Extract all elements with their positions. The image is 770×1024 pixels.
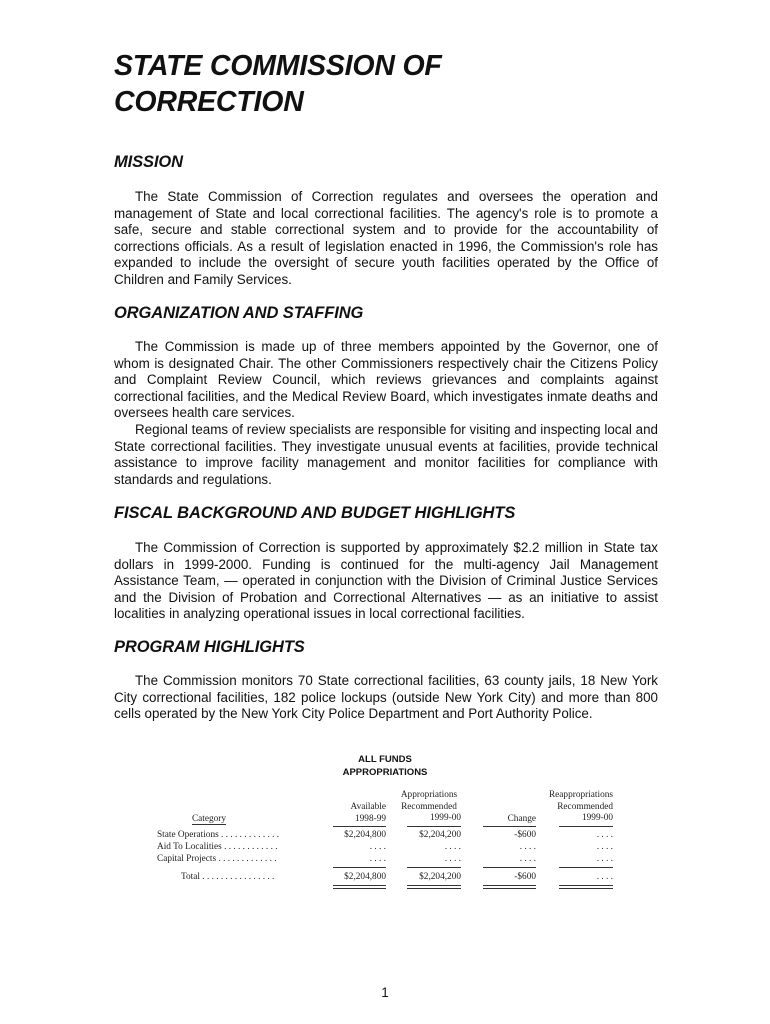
page-title: [114, 48, 654, 120]
total-double-rule-change: [483, 885, 536, 889]
program-paragraph: The Commission monitors 70 State correctional facilities, 63 county jails, 18 New York City correctional facilities, 182 police lockups (outside New York City) and more than 800 cells operated by the New York City Police Department and Port Authority Police.: [114, 673, 658, 722]
cell-reapprop: . . . .: [596, 854, 613, 864]
fiscal-heading: FISCAL BACKGROUND AND BUDGET HIGHLIGHTS: [114, 504, 516, 522]
organization-paragraph-1: The Commission is made up of three members appointed by the Governor, one of whom is designated Chair. The other Commissioners respectively chair the Citizens Policy and Complaint Review Council, which reviews grievances and complaints against correctional facilities, and the Medical Review Board, which investigates inmate deaths and oversees health care services.: [114, 339, 658, 421]
organization-heading: ORGANIZATION AND STAFFING: [114, 304, 364, 322]
total-recommended: $2,204,200: [419, 872, 461, 882]
row-label: Capital Projects . . . . . . . . . . . . .: [157, 854, 277, 864]
header-rule-change: [483, 826, 536, 827]
total-available: $2,204,800: [344, 872, 386, 882]
cell-change: . . . .: [519, 854, 536, 864]
program-heading: PROGRAM HIGHLIGHTS: [114, 638, 305, 656]
mission-paragraph: The State Commission of Correction regulates and oversees the operation and management of State and local correctional facilities. The agency's role is to promote a safe, secure and stable correctional system and to provide for the accountability of corrections officials. As a result of legislation enacted in 1996, the Commission's role has expanded to include the oversight of secure youth facilities operated by the Office of Children and Family Services.: [114, 189, 658, 287]
subtotal-rule-available: [333, 867, 386, 868]
mission-heading: MISSION: [114, 153, 183, 171]
cell-change: -$600: [514, 830, 536, 840]
total-double-rule-recommended: [407, 885, 461, 889]
column-header-appropriations: Appropriations Recommended 1999-00: [400, 790, 461, 823]
subtotal-rule-reapprop: [559, 867, 613, 868]
cell-recommended: . . . .: [444, 842, 461, 852]
table-title: [0, 753, 770, 779]
cell-available: . . . .: [369, 842, 386, 852]
subtotal-rule-change: [483, 867, 536, 868]
column-header-category: Category: [191, 814, 227, 824]
header-rule-reapprop: [559, 826, 613, 827]
title-line-2: CORRECTION: [114, 86, 304, 118]
header-rule-recommended: [407, 826, 461, 827]
row-label: State Operations . . . . . . . . . . . . .: [157, 830, 280, 840]
title-line-1: STATE COMMISSION OF: [114, 50, 442, 82]
total-double-rule-available: [333, 885, 386, 889]
cell-change: . . . .: [519, 842, 536, 852]
row-label: Aid To Localities . . . . . . . . . . . .: [157, 842, 278, 852]
cell-reapprop: . . . .: [596, 830, 613, 840]
total-change: -$600: [514, 872, 536, 882]
cell-available: $2,204,800: [344, 830, 386, 840]
total-label: Total . . . . . . . . . . . . . . . .: [181, 872, 275, 882]
organization-paragraph-2: Regional teams of review specialists are responsible for visiting and inspecting local and State correctional facilities. They investigate unusual events at facilities, provide technical assistance to improve facility management and monitor facilities for compliance with standards and regulations.: [114, 422, 658, 487]
cell-reapprop: . . . .: [596, 842, 613, 852]
column-header-available: Available 1998-99: [350, 802, 386, 824]
cell-recommended: $2,204,200: [419, 830, 461, 840]
page-number: 1: [381, 985, 389, 1000]
column-header-change: Change: [507, 814, 536, 824]
cell-recommended: . . . .: [444, 854, 461, 864]
fiscal-paragraph: The Commission of Correction is supported by approximately $2.2 million in State tax dollars in 1999-2000. Funding is continued for the multi-agency Jail Management Assistance Team, — operated in conjunction with the Division of Criminal Justice Services and the Division of Probation and Correctional Alternatives — as an initiative to assist localities in analyzing operational issues in local correctional facilities.: [114, 540, 658, 622]
table-title-line-1: ALL FUNDS: [358, 754, 412, 765]
cell-available: . . . .: [369, 854, 386, 864]
subtotal-rule-recommended: [407, 867, 461, 868]
table-title-line-2: APPROPRIATIONS: [342, 767, 428, 778]
total-double-rule-reapprop: [559, 885, 613, 889]
column-header-reappropriations: Reappropriations Recommended 1999-00: [548, 790, 613, 823]
header-rule-available: [333, 826, 386, 827]
total-reapprop: . . . .: [596, 872, 613, 882]
